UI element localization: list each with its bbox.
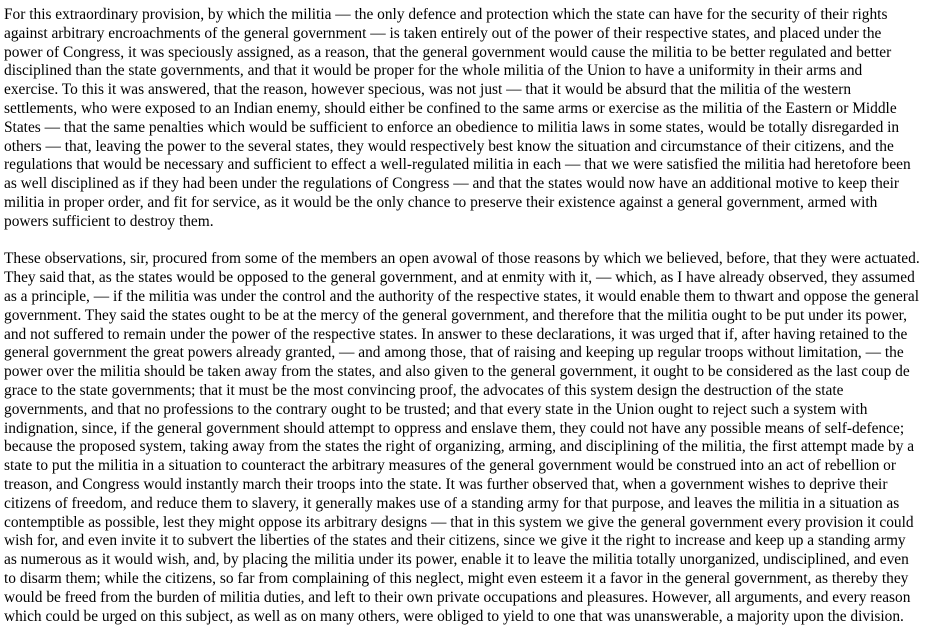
paragraph-militia-provision: For this extraordinary provision, by which the militia — the only defence and protection which the state can have for the security of their rights against arbitrary encroachments of the general government — is taken entirely out of the power of their respective states, and placed under the power of Congress, it was speciously assigned, as a reason, that the general government would cause the militia to be better regulated and better disciplined than the state governments, and that it would be proper for the whole militia of the Union to have a uniformity in their arms and exercise. To this it was answered, that the reason, however specious, was not just — that it would be absurd that the militia of the western settlements, who were exposed to an Indian enemy, should either be confined to the same arms or exercise as the militia of the Eastern or Middle States — that the same penalties which would be sufficient to enforce an obedience to militia laws in some states, would be totally disregarded in others — that, leaving the power to the several states, they would respectively best know the situation and circumstance of their citizens, and the regulations that would be necessary and sufficient to effect a well-regulated militia in each — that we were satisfied the militia had heretofore been as well disciplined as if they had been under the regulations of Congress — and that the states would now have an additional motive to keep their militia in proper order, and fit for service, as it would be the only chance to preserve their existence against a general government, armed with powers sufficient to destroy them. [4, 6, 911, 230]
paragraph-observations: These observations, sir, procured from some of the members an open avowal of those reasons by which we believed, before, that they were actuated. They said that, as the states would be opposed to the general government, and at enmity with it, — which, as I have already observed, they assumed as a principle, — if the militia was under the control and the authority of the respective states, it would enable them to thwart and oppose the general government. They said the states ought to be at the mercy of the general government, and therefore that the militia ought to be put under its power, and not suffered to remain under the power of the respective states. In answer to these declarations, it was urged that if, after having retained to the general government the great powers already granted, — and among those, that of raising and keeping up regular troops without limitation, — the power over the militia should be taken away from the states, and also given to the general government, it ought to be considered as the last coup de grace to the state governments; that it must be the most convincing proof, the advocates of this system design the destruction of the state governments, and that no professions to the contrary ought to be trusted; and that every state in the Union ought to reject such a system with indignation, since, if the general government should attempt to oppress and enslave them, they could not have any possible means of self-defence; because the proposed system, taking away from the states the right of organizing, arming, and disciplining of the militia, the first attempt made by a state to put the militia in a situation to counteract the arbitrary measures of the general government would be construed into an act of rebellion or treason, and Congress would instantly march their troops into the state. It was further observed that, when a government wishes to deprive their citizens of freedom, and reduce them to slavery, it generally makes use of a standing army for that purpose, and leaves the militia in a situation as contemptible as possible, lest they might oppose its arbitrary designs — that in this system we give the general government every provision it could wish for, and even invite it to subvert the liberties of the states and their citizens, since we give it the right to increase and keep up a standing army as numerous as it would wish, and, by placing the militia under its power, enable it to leave the militia totally unorganized, undisciplined, and even to disarm them; while the citizens, so far from complaining of this neglect, might even esteem it a favor in the general government, as thereby they would be freed from the burden of militia duties, and left to their own private occupations and pleasures. However, all arguments, and every reason which could be urged on this subject, as well as on many others, were obliged to yield to one that was unanswerable, a majority upon the division. [4, 250, 920, 625]
